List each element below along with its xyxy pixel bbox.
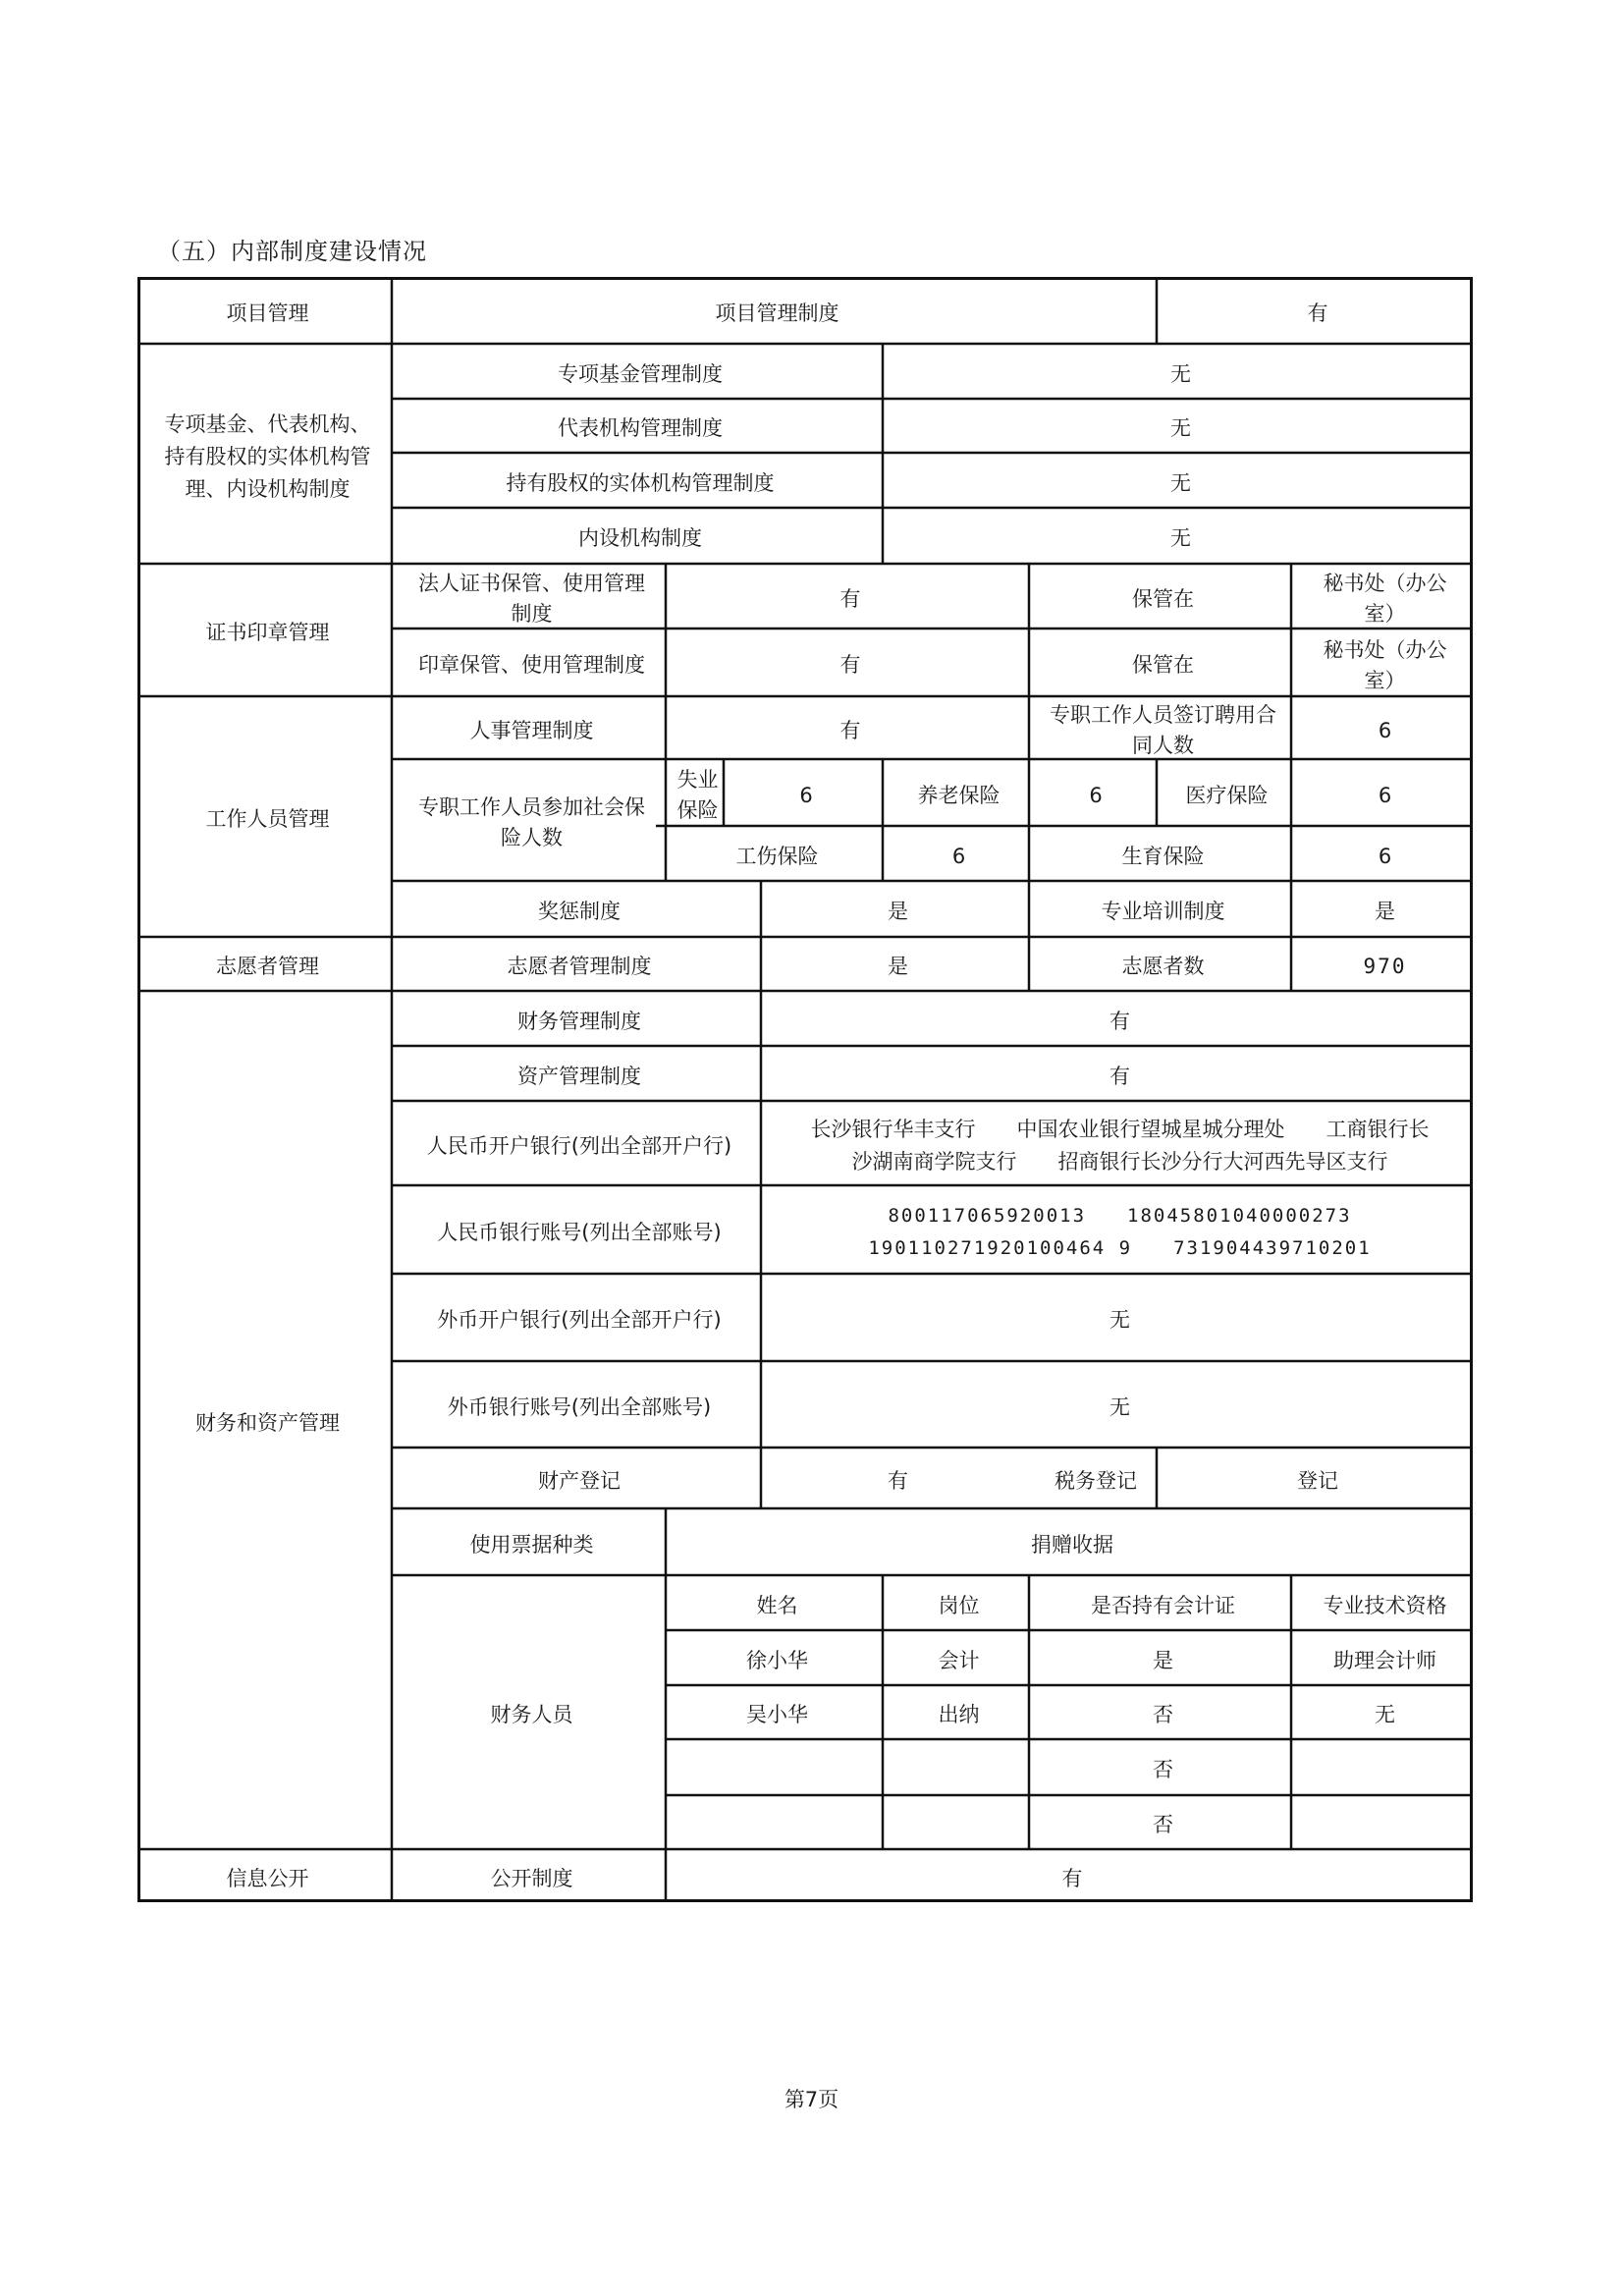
volunteer-policy-label: 志愿者管理制度 <box>507 955 652 978</box>
finance-category: 财务和资产管理 <box>195 1410 340 1435</box>
volunteer-category: 志愿者管理 <box>216 955 319 978</box>
staff-cell: 出纳 <box>938 1703 980 1726</box>
staff-header-post: 岗位 <box>938 1593 980 1617</box>
staff-cell <box>669 1742 886 1798</box>
receipt-label: 使用票据种类 <box>469 1532 594 1557</box>
training-value: 是 <box>1375 900 1395 923</box>
fund-mgmt-category: 专项基金、代表机构、持有股权的实体机构管理、内设机构制度 <box>164 411 371 501</box>
staff-cell: 徐小华 <box>746 1648 808 1672</box>
training-label: 专业培训制度 <box>1101 900 1225 923</box>
finance-policy-value: 有 <box>1109 1009 1130 1033</box>
fx-bank-value: 无 <box>1109 1308 1130 1332</box>
finance-policy-label: 财务管理制度 <box>517 1009 641 1033</box>
tax-value: 登记 <box>1297 1468 1338 1493</box>
rep-org-value: 无 <box>1170 416 1191 440</box>
staff-header-title: 专业技术资格 <box>1323 1593 1447 1617</box>
seal-kept-label: 保管在 <box>1132 653 1194 677</box>
unemployment-label: 失业保险 <box>676 768 719 822</box>
rmb-bank-line-2: 沙湖南商学院支行 招商银行长沙分行大河西先导区支行 <box>851 1150 1388 1174</box>
cert-kept-label: 保管在 <box>1132 586 1194 611</box>
staff-cell <box>1294 1742 1476 1798</box>
injury-value: 6 <box>951 844 966 868</box>
seal-mgmt-category: 证书印章管理 <box>205 621 330 644</box>
rmb-account-value <box>764 1188 1476 1277</box>
rmb-bank-line-1: 长沙银行华丰支行 中国农业银行望城星城分理处 工商银行长 <box>810 1118 1430 1141</box>
staff-mgmt-category: 工作人员管理 <box>205 807 330 831</box>
insurance-label: 专职工作人员参加社会保险人数 <box>418 795 645 849</box>
medical-label: 医疗保险 <box>1185 783 1269 807</box>
staff-cell: 是 <box>1153 1648 1173 1672</box>
equity-entity-value: 无 <box>1170 470 1191 495</box>
info-disclosure-value: 有 <box>1061 1866 1083 1890</box>
info-disclosure-label: 公开制度 <box>490 1866 573 1890</box>
medical-value: 6 <box>1378 783 1392 807</box>
volunteer-policy-value: 是 <box>888 955 908 978</box>
internal-org-label: 内设机构制度 <box>578 526 702 550</box>
info-disclosure-category: 信息公开 <box>226 1866 309 1890</box>
hr-label: 人事管理制度 <box>469 718 594 742</box>
reward-label: 奖惩制度 <box>538 900 621 923</box>
internal-system-table <box>137 277 1473 1902</box>
staff-cell: 无 <box>1375 1703 1395 1726</box>
project-mgmt-item: 项目管理制度 <box>715 301 839 325</box>
staff-cell: 吴小华 <box>746 1703 808 1726</box>
cert-label: 法人证书保管、使用管理制度 <box>418 572 645 626</box>
rmb-account-line-2: 190110271920100464 9 731904439710201 <box>868 1237 1372 1259</box>
staff-cell: 否 <box>1153 1813 1173 1836</box>
pension-value: 6 <box>1089 783 1103 807</box>
hr-value: 有 <box>839 718 861 742</box>
receipt-value: 捐赠收据 <box>1031 1532 1113 1557</box>
rmb-account-label: 人民币银行账号(列出全部账号) <box>437 1220 722 1244</box>
contract-value: 6 <box>1378 718 1392 742</box>
staff-cell: 会计 <box>938 1648 980 1672</box>
maternity-value: 6 <box>1378 844 1392 868</box>
volunteer-count-value: 970 <box>1363 955 1407 978</box>
contract-label: 专职工作人员签订聘用合同人数 <box>1050 703 1276 757</box>
page-number: 第7页 <box>784 2088 839 2111</box>
unemployment-value: 6 <box>799 783 813 807</box>
property-label: 财产登记 <box>538 1468 621 1493</box>
staff-cell <box>1294 1798 1476 1852</box>
section-title: （五）内部制度建设情况 <box>157 238 427 265</box>
staff-cell: 否 <box>1153 1758 1173 1781</box>
volunteer-count-label: 志愿者数 <box>1121 955 1205 978</box>
staff-header-cert: 是否持有会计证 <box>1091 1593 1235 1617</box>
fx-account-value: 无 <box>1109 1394 1130 1419</box>
project-mgmt-category: 项目管理 <box>226 301 309 325</box>
fund-item-value: 无 <box>1170 361 1191 386</box>
reward-value: 是 <box>888 900 908 923</box>
asset-policy-value: 有 <box>1109 1064 1130 1088</box>
tax-label: 税务登记 <box>1055 1468 1137 1493</box>
seal-kept-value: 秘书处（办公室） <box>1323 637 1447 692</box>
rmb-bank-label: 人民币开户银行(列出全部开户行) <box>426 1133 732 1158</box>
property-value: 有 <box>888 1468 908 1493</box>
cert-kept-value: 秘书处（办公室） <box>1323 572 1447 626</box>
staff-header-name: 姓名 <box>756 1593 798 1617</box>
rep-org-label: 代表机构管理制度 <box>558 416 723 440</box>
staff-cell: 否 <box>1153 1703 1173 1726</box>
seal-label: 印章保管、使用管理制度 <box>418 653 645 677</box>
injury-label: 工伤保险 <box>735 844 819 868</box>
asset-policy-label: 资产管理制度 <box>517 1064 641 1088</box>
fx-bank-label: 外币开户银行(列出全部开户行) <box>437 1308 722 1332</box>
staff-cell <box>669 1798 886 1852</box>
staff-cell <box>886 1742 1032 1798</box>
staff-cell <box>886 1798 1032 1852</box>
project-mgmt-value: 有 <box>1307 301 1328 325</box>
pension-label: 养老保险 <box>917 783 1001 807</box>
internal-org-value: 无 <box>1170 526 1191 550</box>
rmb-account-line-1: 800117065920013 18045801040000273 <box>888 1205 1352 1227</box>
fund-item-label: 专项基金管理制度 <box>558 361 723 386</box>
cert-value: 有 <box>839 586 861 611</box>
finance-staff-label: 财务人员 <box>490 1703 573 1726</box>
rmb-bank-value <box>764 1104 1476 1188</box>
fx-account-label: 外币银行账号(列出全部账号) <box>447 1394 712 1419</box>
maternity-label: 生育保险 <box>1121 844 1205 868</box>
staff-cell: 助理会计师 <box>1333 1648 1436 1672</box>
seal-value: 有 <box>839 653 861 677</box>
equity-entity-label: 持有股权的实体机构管理制度 <box>506 470 775 495</box>
